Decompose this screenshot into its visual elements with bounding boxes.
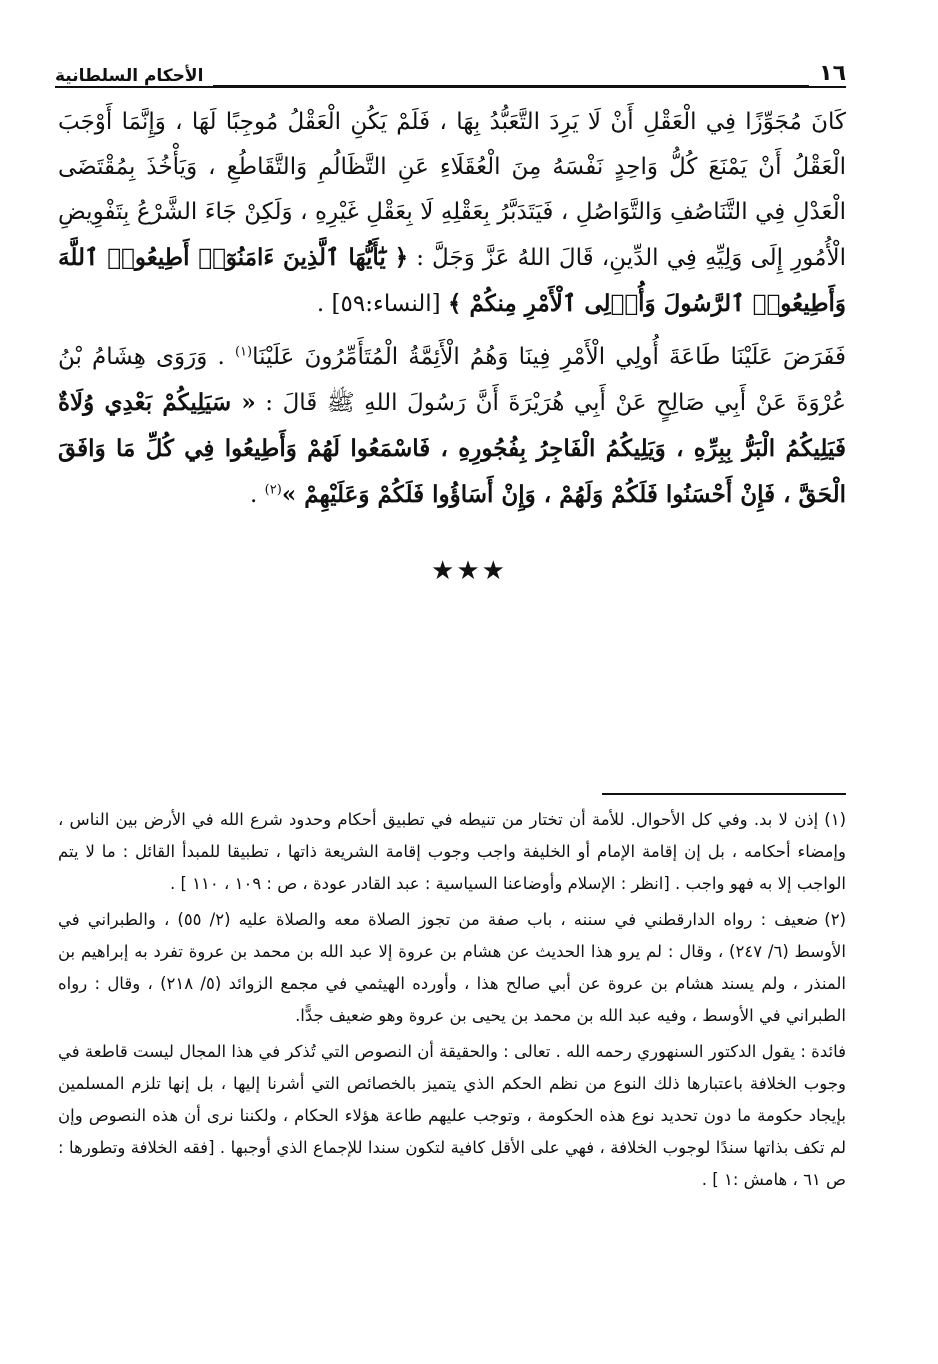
footnote-2-text: ضعيف : رواه الدارقطني في سننه ، باب صفة من تجوز الصلاة معه والصلاة عليه (٢/ ٥٥) ، والطبراني في الأوسط (٦/ ٢٤٧) ، وقال : لم يرو هذا الحديث عن هشام بن عروة إلا عبد الله بن محمد بن عروة تفرد به إبراهيم بن المنذر ، ولم يسند هشام بن عروة عن أبي صالح هذا ، وأورده الهيثمي في مجمع الزوائد (٥/ ٢١٨) ، وقال : رواه الطبراني في الأوسط ، وفيه عبد الله بن محمد بن يحيى بن عروة وهو ضعيف جدًّا. [58, 910, 847, 1025]
running-title: الأحكام السلطانية [55, 66, 213, 86]
footnote-2 [58, 904, 846, 1032]
footnote-1-text: إذن لا بد. وفي كل الأحوال. للأمة أن تختار من تنيطه في تطبيق أحكام وحدود شرع الله في الأرض بين الناس ، وإمضاء أحكامه ، بل إن إقامة الإمام أو الخليفة واجب وجوب إقامة الشريعة ذاتها ، تطبيقا للمبدأ القائل : ما لا يتم الواجب إلا به فهو واجب . [انظر : الإسلام وأوضاعنا السياسية : عبد القادر عودة ، ص : ١٠٩ ، ١١٠ ] . [58, 810, 846, 893]
footnote-benefit [58, 1036, 846, 1196]
paragraph-1 [58, 100, 846, 327]
page-number: ١٦ [809, 61, 846, 86]
page-header [55, 60, 846, 92]
footnote-benefit-text: فائدة : يقول الدكتور السنهوري رحمه الله . تعالى : والحقيقة أن النصوص التي تُذكر في هذا المجال ليست قاطعة في وجوب الخلافة باعتبارها ذلك النوع من نظم الحكم الذي يتميز بالخصائص التي أشرنا إليها ، بل إنها تلزم المسلمين بإيجاد حكومة ما دون تحديد نوع هذه الحكومة ، وتوجب عليهم طاعة هؤلاء الحكام ، ولكننا نرى أن هذه النصوص وإن لم تكف بذاتها سندًا لوجوب الخلافة ، فهي على الأقل كافية لتكون سندا للإجماع الذي أوجبها . [فقه الخلافة وتطورها : ص ٦١ ، هامش :١ ] . [58, 1042, 846, 1189]
footnote-1 [58, 804, 846, 900]
main-text [58, 100, 846, 518]
section-separator: ★★★ [431, 556, 507, 586]
footnote-2-mark: (٢) [824, 910, 847, 929]
paragraph-2 [58, 335, 846, 518]
footnote-1-mark: (١) [824, 810, 846, 829]
paragraph-2-narration: . وَرَوَى هِشَامُ بْنُ عُرْوَةَ عَنْ أَبِي صَالِحٍ عَنْ أَبِي هُرَيْرَةَ أَنَّ رَسُولَ اللهِ ﷺ قَالَ : [58, 344, 846, 416]
hadith-quote: « سَيَلِيكُمْ بَعْدِي وُلَاةٌ فَيَلِيكُمُ الْبَرُّ بِبِرِّهِ ، وَيَلِيكُمُ الْفَاجِرُ بِفُجُورِهِ ، فَاسْمَعُوا لَهُمْ وَأَطِيعُوا فِي كُلِّ مَا وَافَقَ الْحَقَّ ، فَإِنْ أَحْسَنُوا فَلَكُمْ وَلَهُمْ ، وَإِنْ أَسَاؤُوا فَلَكُمْ وَعَلَيْهِمْ » [58, 389, 846, 508]
footnote-ref-2: (٢) [264, 482, 282, 498]
paragraph-2-end: . [250, 482, 258, 508]
paragraph-2-text: فَفَرَضَ عَلَيْنَا طَاعَةَ أُولِي الْأَمْرِ فِينَا وَهُمُ الْأَئِمَّةُ الْمُتَأَمِّرُونَ عَلَيْنَا [252, 344, 847, 370]
quran-verse: ﴿ يَٰٓأَيُّهَا ٱلَّذِينَ ءَامَنُوٓا۟ أَطِيعُوا۟ ٱللَّهَ وَأَطِيعُوا۟ ٱلرَّسُولَ وَأُو۟لِى ٱلْأَمْرِ مِنكُمْ ﴾ [58, 244, 846, 317]
footnote-rule [602, 793, 846, 795]
footnotes [58, 804, 846, 1196]
paragraph-1-text: كَانَ مُجَوِّزًا فِي الْعَقْلِ أَنْ لَا يَرِدَ التَّعَبُّدُ بِهَا ، فَلَمْ يَكُنِ الْعَقْلُ مُوجِبًا لَهَا ، وَإِنَّمَا أَوْجَبَ الْعَقْلُ أَنْ يَمْنَعَ كُلُّ وَاحِدٍ نَفْسَهُ مِنَ الْعُقَلَاءِ عَنِ التَّظَالُمِ وَالتَّقَاطُعِ ، وَيَأْخُذَ بِمُقْتَضَى الْعَدْلِ فِي التَّنَاصُفِ وَالتَّوَاصُلِ ، فَيَتَدَبَّرُ بِعَقْلِهِ لَا بِعَقْلِ غَيْرِهِ ، وَلَكِنْ جَاءَ الشَّرْعُ بِتَفْوِيضِ الْأُمُورِ إِلَى وَلِيِّهِ فِي الدِّينِ، قَالَ اللهُ عَزَّ وَجَلَّ : [58, 109, 846, 271]
footnote-ref-1: (١) [234, 344, 253, 360]
quran-citation: [النساء:٥٩] . [316, 291, 441, 317]
